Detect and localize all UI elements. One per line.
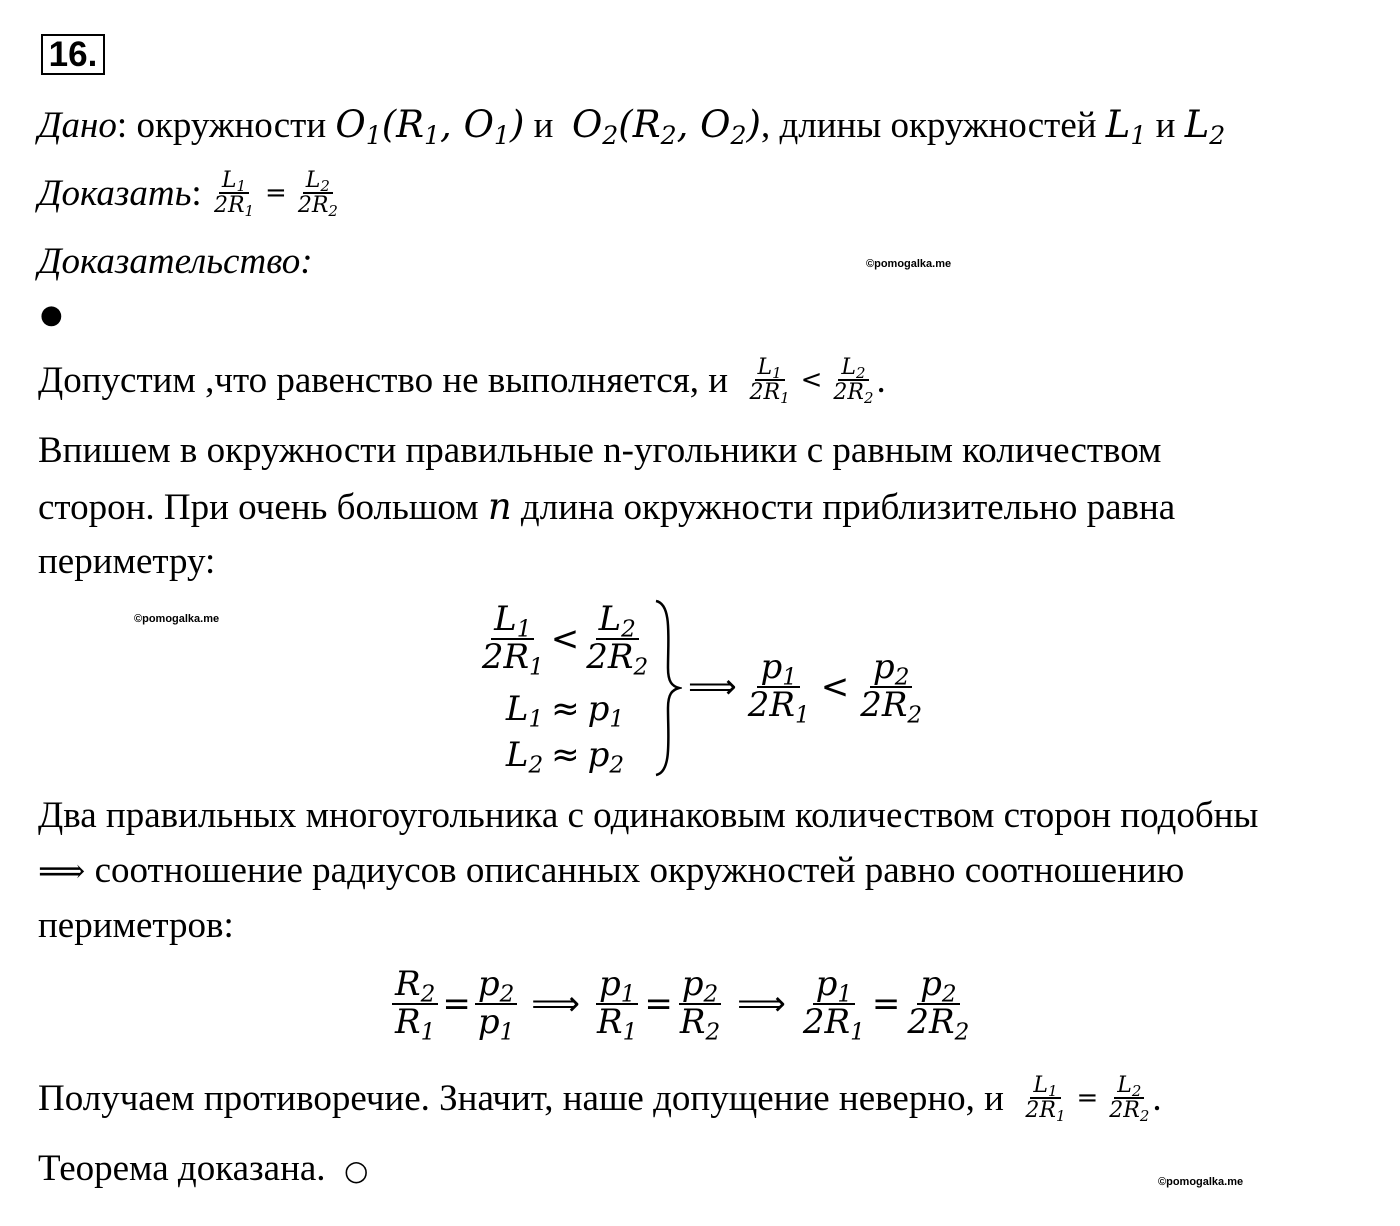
prove-line: Доказать : $\frac{L_1}{2R_1}$ = $\frac{L_2}{2R_2}$	[38, 160, 341, 226]
implies-arrow: ⟹	[38, 851, 86, 890]
inscribe-line-3: периметру:	[38, 541, 216, 582]
ratio-chain: $\frac{R_2}{R_1}$ = $\frac{p_2}{p_1}$ ⟹ $\frac{p_1}{R_1}$ = $\frac{p_2}{R_2}$ ⟹ $\frac{p_1}{2R_1}$ = $\frac{p_2}{2R_2}$	[392, 952, 972, 1056]
fraction-l1-2r1: $\frac{L_1}{2R_1}$	[1025, 1072, 1066, 1126]
contradiction-text: Получаем противоречие. Значит, наше допущение неверно, и	[38, 1077, 1004, 1119]
watermark: ©pomogalka.me	[134, 613, 220, 625]
fraction-p2-p1: $\frac{p_2}{p_1}$	[475, 967, 517, 1040]
fraction-r2-r1: $\frac{R_2}{R_1}$	[392, 967, 438, 1040]
prove-label: Доказать	[38, 172, 192, 214]
given-text: окружности	[136, 105, 327, 146]
inscribe-line-1: Впишем в окружности правильные n-угольники с равным количеством	[38, 430, 1162, 471]
qed-line	[38, 1150, 368, 1187]
less-than-sign: <	[820, 667, 850, 707]
watermark: ©pomogalka.me	[1158, 1176, 1244, 1188]
fraction-l1-2r1: $\frac{L_1}{2R_1}$	[481, 599, 544, 681]
bullet: ●	[40, 300, 63, 330]
less-than-sign: <	[550, 619, 580, 659]
given-line: Дано: окружности $O_1(R_1$, $O_1$) и $O_2(R_2$, $O_2$), длины окружностей $L_1$ и $L_2$	[38, 103, 1226, 151]
similar-line-1: Два правильных многоугольника с одинаковым количеством сторон подобны	[38, 795, 1259, 836]
equals-sign: =	[1076, 1083, 1099, 1113]
implies-arrow: ⟹	[688, 667, 737, 707]
system-row-approx-2: $L_2$ ≈ $p_2$	[505, 735, 625, 779]
similar-line-2: ⟹ соотношение радиусов описанных окружностей равно соотношению	[38, 850, 1185, 891]
fraction-l2-2r2: $\frac{L_2}{2R_2}$	[586, 599, 649, 681]
circle-1: $O_1(R_1$, $O_1$)	[335, 103, 525, 151]
problem-number: 16.	[41, 34, 105, 75]
system-consequence	[688, 640, 925, 734]
equals-sign: =	[265, 178, 287, 208]
fraction-p2-2r2: $\frac{p_2}{2R_2}$	[860, 647, 923, 729]
length-2: $L_2$	[1184, 103, 1226, 151]
fraction-l2-2r2: $\frac{L_2}{2R_2}$	[833, 354, 874, 408]
system-row-inequality	[470, 592, 660, 686]
given-label: Дано	[38, 105, 117, 146]
fraction-l1-2r1: $\frac{L_1}{2R_1}$	[749, 354, 790, 408]
fraction-p2-r2: $\frac{p_2}{R_2}$	[679, 964, 721, 1046]
system-row-approx-1: $L_1$ ≈ $p_1$	[505, 689, 625, 733]
inscribe-line-2: сторон. При очень большом n длина окружности приблизительно равна	[38, 485, 1176, 528]
right-brace	[652, 598, 682, 778]
qed-circle-icon: ○	[344, 1154, 369, 1187]
fraction-l1-2r1: $\frac{L_1}{2R_1}$	[213, 167, 255, 221]
assumption-text: Допустим ,что равенство не выполняется, и	[38, 359, 729, 401]
watermark: ©pomogalka.me	[866, 258, 952, 270]
fraction-l2-2r2: $\frac{L_2}{2R_2}$	[1109, 1072, 1150, 1126]
system-block	[470, 592, 660, 782]
variable-n: n	[487, 485, 512, 528]
less-than-sign: <	[800, 365, 823, 395]
contradiction-line: Получаем противоречие. Значит, наше допущение неверно, и $\frac{L_1}{2R_1}$ = $\frac{L_2}{2R_2}$ .	[38, 1072, 1162, 1126]
assumption-line: Допустим ,что равенство не выполняется, и $\frac{L_1}{2R_1}$ < $\frac{L_2}{2R_2}$ .	[38, 354, 886, 408]
fraction-l2-2r2: $\frac{L_2}{2R_2}$	[297, 167, 338, 221]
fraction-p2-2r2: $\frac{p_2}{2R_2}$	[907, 964, 970, 1046]
fraction-p1-r1: $\frac{p_1}{R_1}$	[597, 964, 638, 1046]
fraction-p1-2r1: $\frac{p_1}{2R_1}$	[747, 647, 810, 729]
circle-2: $O_2(R_2$, $O_2$)	[571, 103, 761, 151]
length-1: $L_1$	[1105, 103, 1147, 151]
proof-label: Доказательство:	[38, 241, 313, 282]
similar-line-3: периметров:	[38, 905, 234, 946]
qed-text: Теорема доказана.	[38, 1148, 326, 1189]
implies-arrow: ⟹	[531, 984, 581, 1024]
implies-arrow: ⟹	[737, 984, 786, 1024]
fraction-p1-2r1: $\frac{p_1}{2R_1}$	[802, 964, 865, 1046]
